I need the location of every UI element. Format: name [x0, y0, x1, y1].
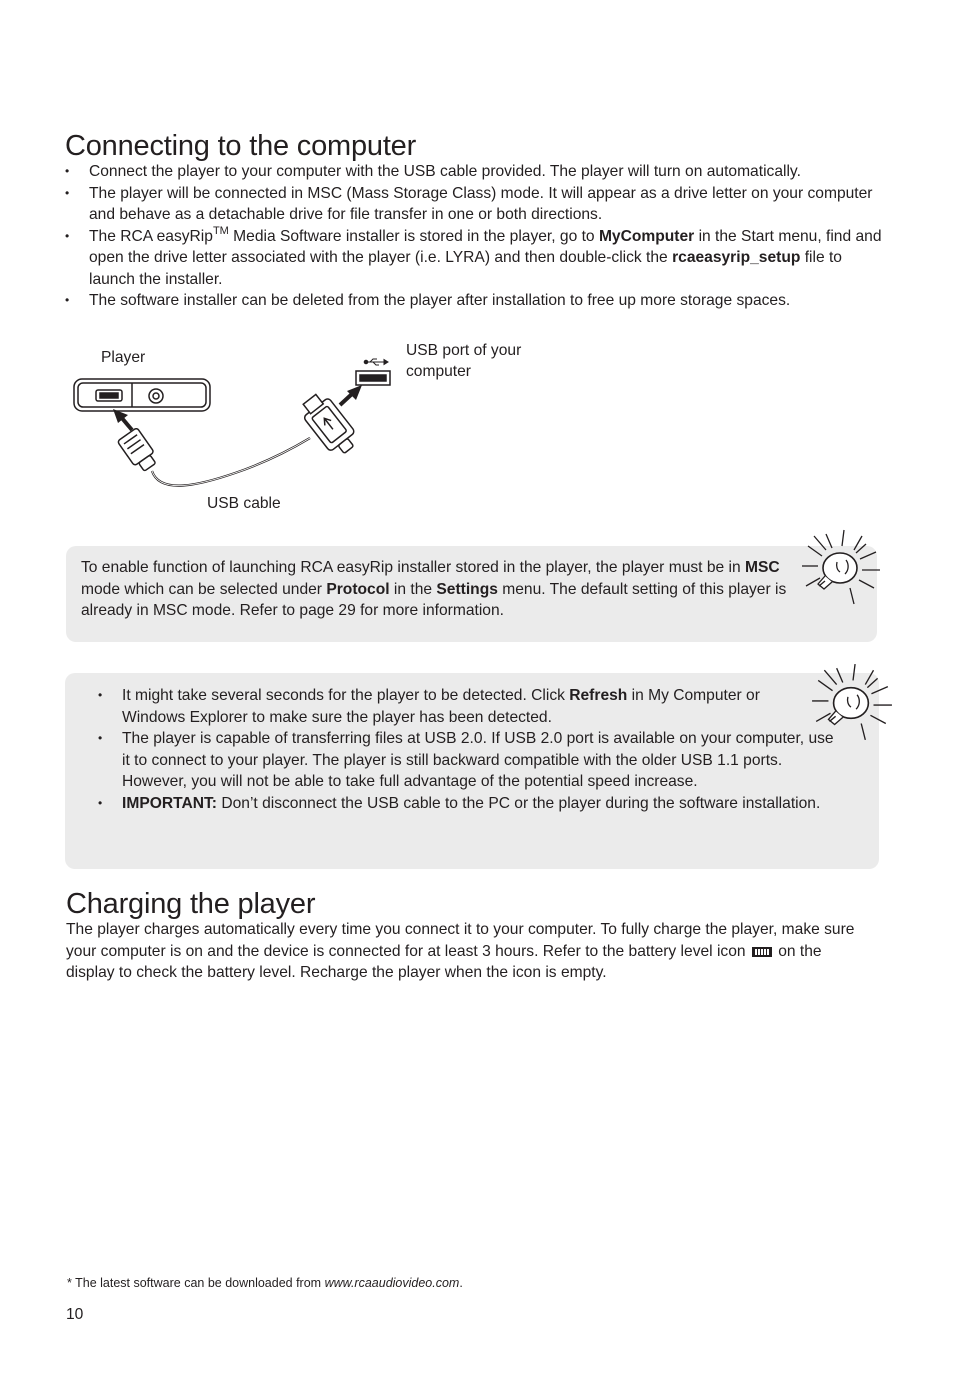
list-item: • IMPORTANT: Don’t disconnect the USB cable to the PC or the player during the software installation. — [98, 793, 843, 815]
mycomputer-term: MyComputer — [598, 227, 695, 245]
usb-symbol-icon — [364, 359, 388, 365]
usb-cable-label: USB cable — [207, 495, 281, 512]
arrow-up-right-icon — [340, 385, 362, 405]
page-number: 10 — [66, 1306, 84, 1323]
arrow-up-icon — [113, 409, 132, 430]
list-item: • The software installer can be deleted from the player after installation to free up more storage spaces. — [65, 290, 885, 312]
tip-bullet-list — [98, 685, 843, 814]
mini-usb-plug-icon — [117, 428, 160, 475]
player-device-icon — [74, 379, 210, 411]
important-term: IMPORTANT: — [122, 794, 217, 812]
download-url: www.rcaaudiovideo.com — [324, 1276, 460, 1290]
lightbulb-tip-icon — [810, 660, 894, 746]
setup-file-term: rcaeasyrip_setup — [672, 249, 801, 266]
tip-box-detection — [65, 673, 879, 869]
tip-text-msc: To enable function of launching RCA easyRip installer stored in the player, the player must be in MSC mode which can be selected under Protocol in the Settings menu. The default setting of this player is already in MSC mode. Refer to page 29 for more information. — [81, 559, 787, 619]
player-label: Player — [101, 349, 146, 366]
list-item: • The player is capable of transferring files at USB 2.0. If USB 2.0 port is available on your computer, use it to connect to your player. The player is still backward compatible with the older USB 1.1 ports. However, you will not be able to take full advantage of the potential speed increase. — [98, 728, 843, 793]
footnote: * The latest software can be downloaded from www.rcaaudiovideo.com. — [67, 1276, 463, 1290]
tip-box-msc — [66, 546, 877, 642]
lightbulb-tip-icon — [800, 526, 882, 610]
refresh-term: Refresh — [569, 687, 628, 704]
section-title-charging: Charging the player — [66, 888, 316, 920]
section-title-connecting: Connecting to the computer — [65, 130, 417, 162]
usb-plug-icon — [297, 390, 362, 460]
list-item: • Connect the player to your computer with the USB cable provided. The player will turn on automatically. — [65, 161, 885, 183]
list-item: • The RCA easyRip™ Media Software installer is stored in the player, go to MyComputer in the Start menu, find and open the drive letter associated with the player (i.e. LYRA) and then double-click the rcaeasyrip_setup file to launch the installer. — [65, 226, 885, 291]
usb-cable-illustration — [60, 335, 580, 525]
connecting-bullet-list — [65, 161, 885, 312]
trademark-mark: TM — [212, 224, 229, 237]
list-item: • It might take several seconds for the player to be detected. Click Refresh in My Computer or Windows Explorer to make sure the player has been detected. — [98, 685, 843, 728]
usb-connection-diagram — [60, 335, 580, 525]
charging-paragraph: The player charges automatically every time you connect it to your computer. To fully charge the player, make sure your computer is on and the device is connected for at least 3 hours. Refer to the battery level icon on the display to check the battery level. Recharge the player when the icon is empty. — [66, 921, 855, 981]
usb-port-icon — [356, 371, 390, 385]
usb-port-label: USB port of your computer — [406, 342, 522, 380]
battery-level-icon — [752, 947, 772, 957]
list-item: • The player will be connected in MSC (Mass Storage Class) mode. It will appear as a drive letter on your computer and behave as a detachable drive for file transfer in one or both directions. — [65, 183, 885, 226]
